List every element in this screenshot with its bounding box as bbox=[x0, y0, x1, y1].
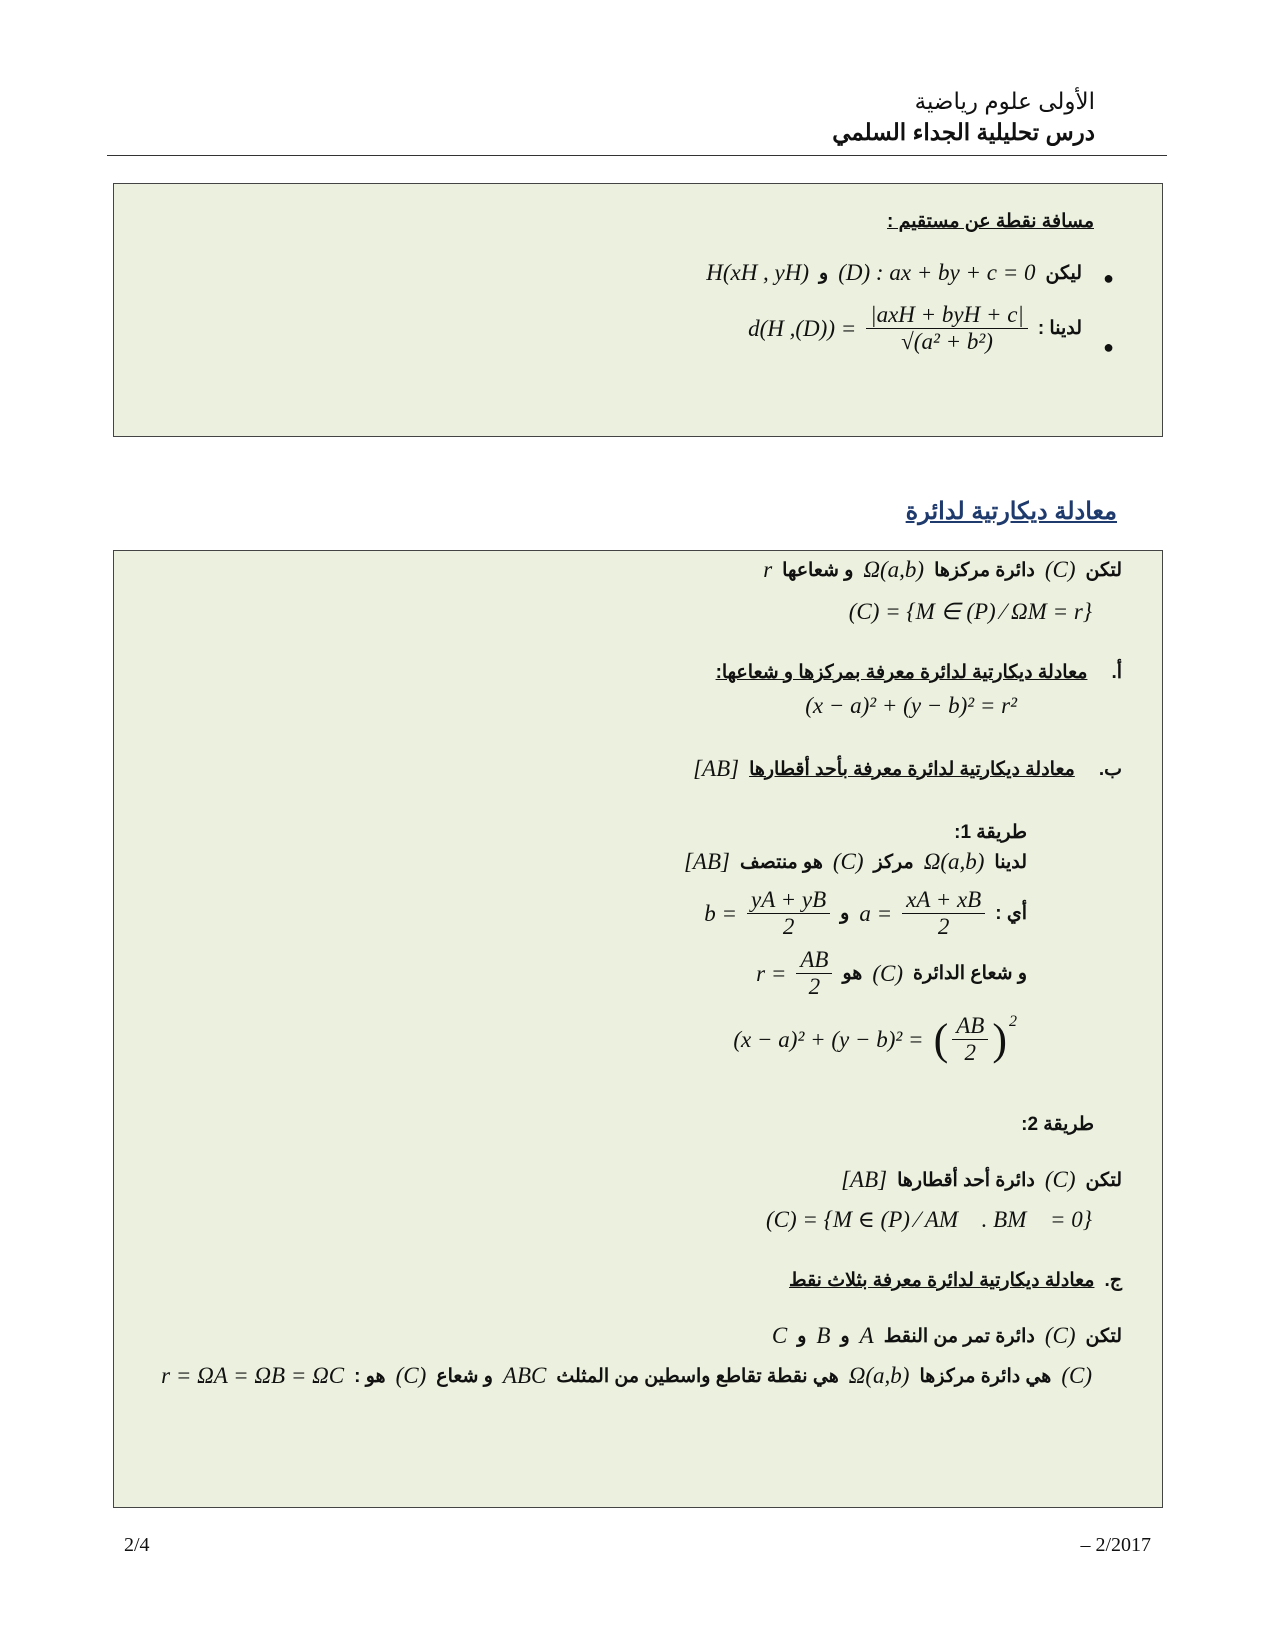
c-circle: (C) bbox=[1044, 1323, 1076, 1348]
we-have-label: لدينا : bbox=[1037, 318, 1082, 340]
part-a-title: معادلة ديكارتية لدائرة معرفة بمركزها و شعاعها: bbox=[715, 662, 1088, 683]
part-a-heading bbox=[716, 661, 1122, 684]
m1-circle: (C) bbox=[832, 849, 864, 874]
method-2-title: طريقة 2: bbox=[1021, 1114, 1094, 1135]
m1-eq-den: 2 bbox=[964, 1040, 977, 1066]
m2-segment: [AB] bbox=[841, 1167, 888, 1192]
part-a-marker: أ. bbox=[1111, 662, 1122, 683]
header-divider bbox=[107, 155, 1167, 156]
part-b-heading bbox=[693, 756, 1122, 782]
bullet-2: ● bbox=[1103, 337, 1114, 357]
part-c-line-1 bbox=[772, 1323, 1122, 1349]
m2-circle: (C) bbox=[1044, 1167, 1076, 1192]
c-text-b: دائرة تمر من النقط bbox=[883, 1325, 1035, 1347]
c-circle-center-text: هي دائرة مركزها bbox=[919, 1365, 1052, 1387]
footer-date: – 2/2017 bbox=[1080, 1534, 1151, 1556]
point-a: A bbox=[859, 1323, 874, 1348]
intro-text-b: دائرة مركزها bbox=[934, 559, 1035, 581]
and-word: و bbox=[819, 262, 829, 284]
m1-a-lhs: a = bbox=[859, 900, 893, 926]
m1-eq-num: AB bbox=[952, 1013, 988, 1040]
method-1-line-3 bbox=[756, 947, 1027, 1001]
circle-definition: (C) = {M ∈ (P) ⁄ ΩM = r} bbox=[848, 599, 1092, 624]
m1-r-den: 2 bbox=[808, 974, 821, 1000]
m1-eq-fraction bbox=[952, 1013, 988, 1067]
part-c-heading bbox=[789, 1269, 1122, 1292]
part-b-marker: ب. bbox=[1098, 758, 1122, 780]
m1-and: و bbox=[840, 903, 850, 925]
method-1-equation bbox=[733, 1013, 1017, 1067]
m2-text-b: دائرة أحد أقطارها bbox=[897, 1169, 1035, 1191]
m2-text-a: لتكن bbox=[1085, 1169, 1122, 1191]
c-radius-eq: r = ΩA = ΩB = ΩC bbox=[161, 1363, 345, 1388]
part-c-line-2 bbox=[161, 1363, 1092, 1389]
c-radius-word: و شعاع bbox=[436, 1365, 493, 1387]
header-level: الأولى علوم رياضية bbox=[914, 88, 1095, 114]
line-equation: (D) : ax + by + c = 0 bbox=[838, 260, 1036, 285]
point-c: C bbox=[771, 1323, 788, 1348]
distance-item-1 bbox=[706, 260, 1082, 286]
m1-text-c: هو منتصف bbox=[739, 851, 823, 873]
intro-text-a: لتكن bbox=[1085, 559, 1122, 581]
m1-text-a: لدينا bbox=[994, 851, 1027, 873]
m1-a-fraction bbox=[902, 887, 985, 941]
distance-numerator: |axH + byH + c| bbox=[866, 302, 1028, 329]
lesson-title: درس تحليلية الجداء السلمي bbox=[832, 119, 1095, 145]
method-1-title: طريقة 1: bbox=[954, 822, 1027, 843]
m1-r-num: AB bbox=[796, 947, 832, 974]
paren-close: ) bbox=[992, 1014, 1007, 1064]
m1-b-den: 2 bbox=[782, 914, 795, 940]
m1-segment: [AB] bbox=[683, 849, 730, 874]
circle-c: (C) bbox=[1044, 557, 1076, 582]
c-intersection-text: هي نقطة تقاطع واسطين من المثلث bbox=[556, 1365, 839, 1387]
segment-ab: [AB] bbox=[693, 756, 740, 781]
radius-r: r bbox=[763, 557, 773, 582]
triangle-abc: ABC bbox=[502, 1363, 547, 1388]
part-a-equation: (x − a)² + (y − b)² = r² bbox=[805, 693, 1017, 718]
m1-b-lhs: b = bbox=[704, 900, 738, 926]
m1-radius-text: و شعاع الدائرة bbox=[913, 963, 1027, 985]
method-1-line-1 bbox=[684, 849, 1027, 875]
method-2-set: (C) = {M ∈ (P) ⁄ AM⃗ . BM⃗ = 0} bbox=[765, 1207, 1092, 1232]
square-exponent: 2 bbox=[1009, 1013, 1017, 1030]
method-1-line-2 bbox=[704, 887, 1027, 941]
point-b: B bbox=[816, 1323, 831, 1348]
c-is: هو : bbox=[354, 1365, 386, 1387]
m1-i-e: أي : bbox=[995, 903, 1027, 925]
m1-circle-2: (C) bbox=[872, 960, 903, 986]
m1-a-num: xA + xB bbox=[902, 887, 985, 914]
m1-r-lhs: r = bbox=[756, 960, 787, 986]
part-b-title: معادلة ديكارتية لدائرة معرفة بأحد أقطارها bbox=[749, 758, 1075, 780]
page-number: 2/4 bbox=[124, 1534, 150, 1556]
c-center: Ω(a,b) bbox=[848, 1363, 910, 1388]
part-c-title: معادلة ديكارتية لدائرة معرفة بثلاث نقط bbox=[789, 1270, 1095, 1291]
c-circle-2: (C) bbox=[1061, 1363, 1092, 1388]
paren-open: ( bbox=[933, 1014, 949, 1064]
and-1: و bbox=[840, 1325, 850, 1347]
distance-fraction bbox=[866, 302, 1028, 356]
m1-b-num: yA + yB bbox=[747, 887, 830, 914]
point-h: H(xH , yH) bbox=[706, 260, 810, 285]
m1-a-den: 2 bbox=[937, 914, 950, 940]
m1-r-fraction bbox=[796, 947, 832, 1001]
distance-lhs: d(H ,(D)) = bbox=[748, 315, 857, 341]
bullet-1: ● bbox=[1103, 268, 1114, 288]
distance-denominator: √(a² + b²) bbox=[901, 329, 993, 355]
section-title: معادلة ديكارتية لدائرة bbox=[905, 498, 1117, 525]
center-omega: Ω(a,b) bbox=[863, 557, 925, 582]
let-word: ليكن bbox=[1045, 262, 1082, 284]
m1-eq-lhs: (x − a)² + (y − b)² = bbox=[733, 1026, 924, 1052]
distance-item-2 bbox=[748, 302, 1082, 356]
m1-b-fraction bbox=[747, 887, 830, 941]
m1-center: Ω(a,b) bbox=[923, 849, 985, 874]
part-c-marker: ج. bbox=[1104, 1270, 1122, 1291]
intro-text-c: و شعاعها bbox=[782, 559, 854, 581]
and-2: و bbox=[797, 1325, 807, 1347]
distance-box bbox=[113, 183, 1163, 437]
c-circle-3: (C) bbox=[395, 1363, 427, 1388]
circle-box bbox=[113, 550, 1163, 1508]
m1-text-b: مركز bbox=[873, 851, 914, 873]
method-2-line-1 bbox=[841, 1167, 1122, 1193]
m1-is: هو bbox=[842, 963, 863, 985]
c-text-a: لتكن bbox=[1085, 1325, 1122, 1347]
distance-title: مسافة نقطة عن مستقيم : bbox=[887, 211, 1094, 232]
intro-line bbox=[763, 557, 1122, 583]
